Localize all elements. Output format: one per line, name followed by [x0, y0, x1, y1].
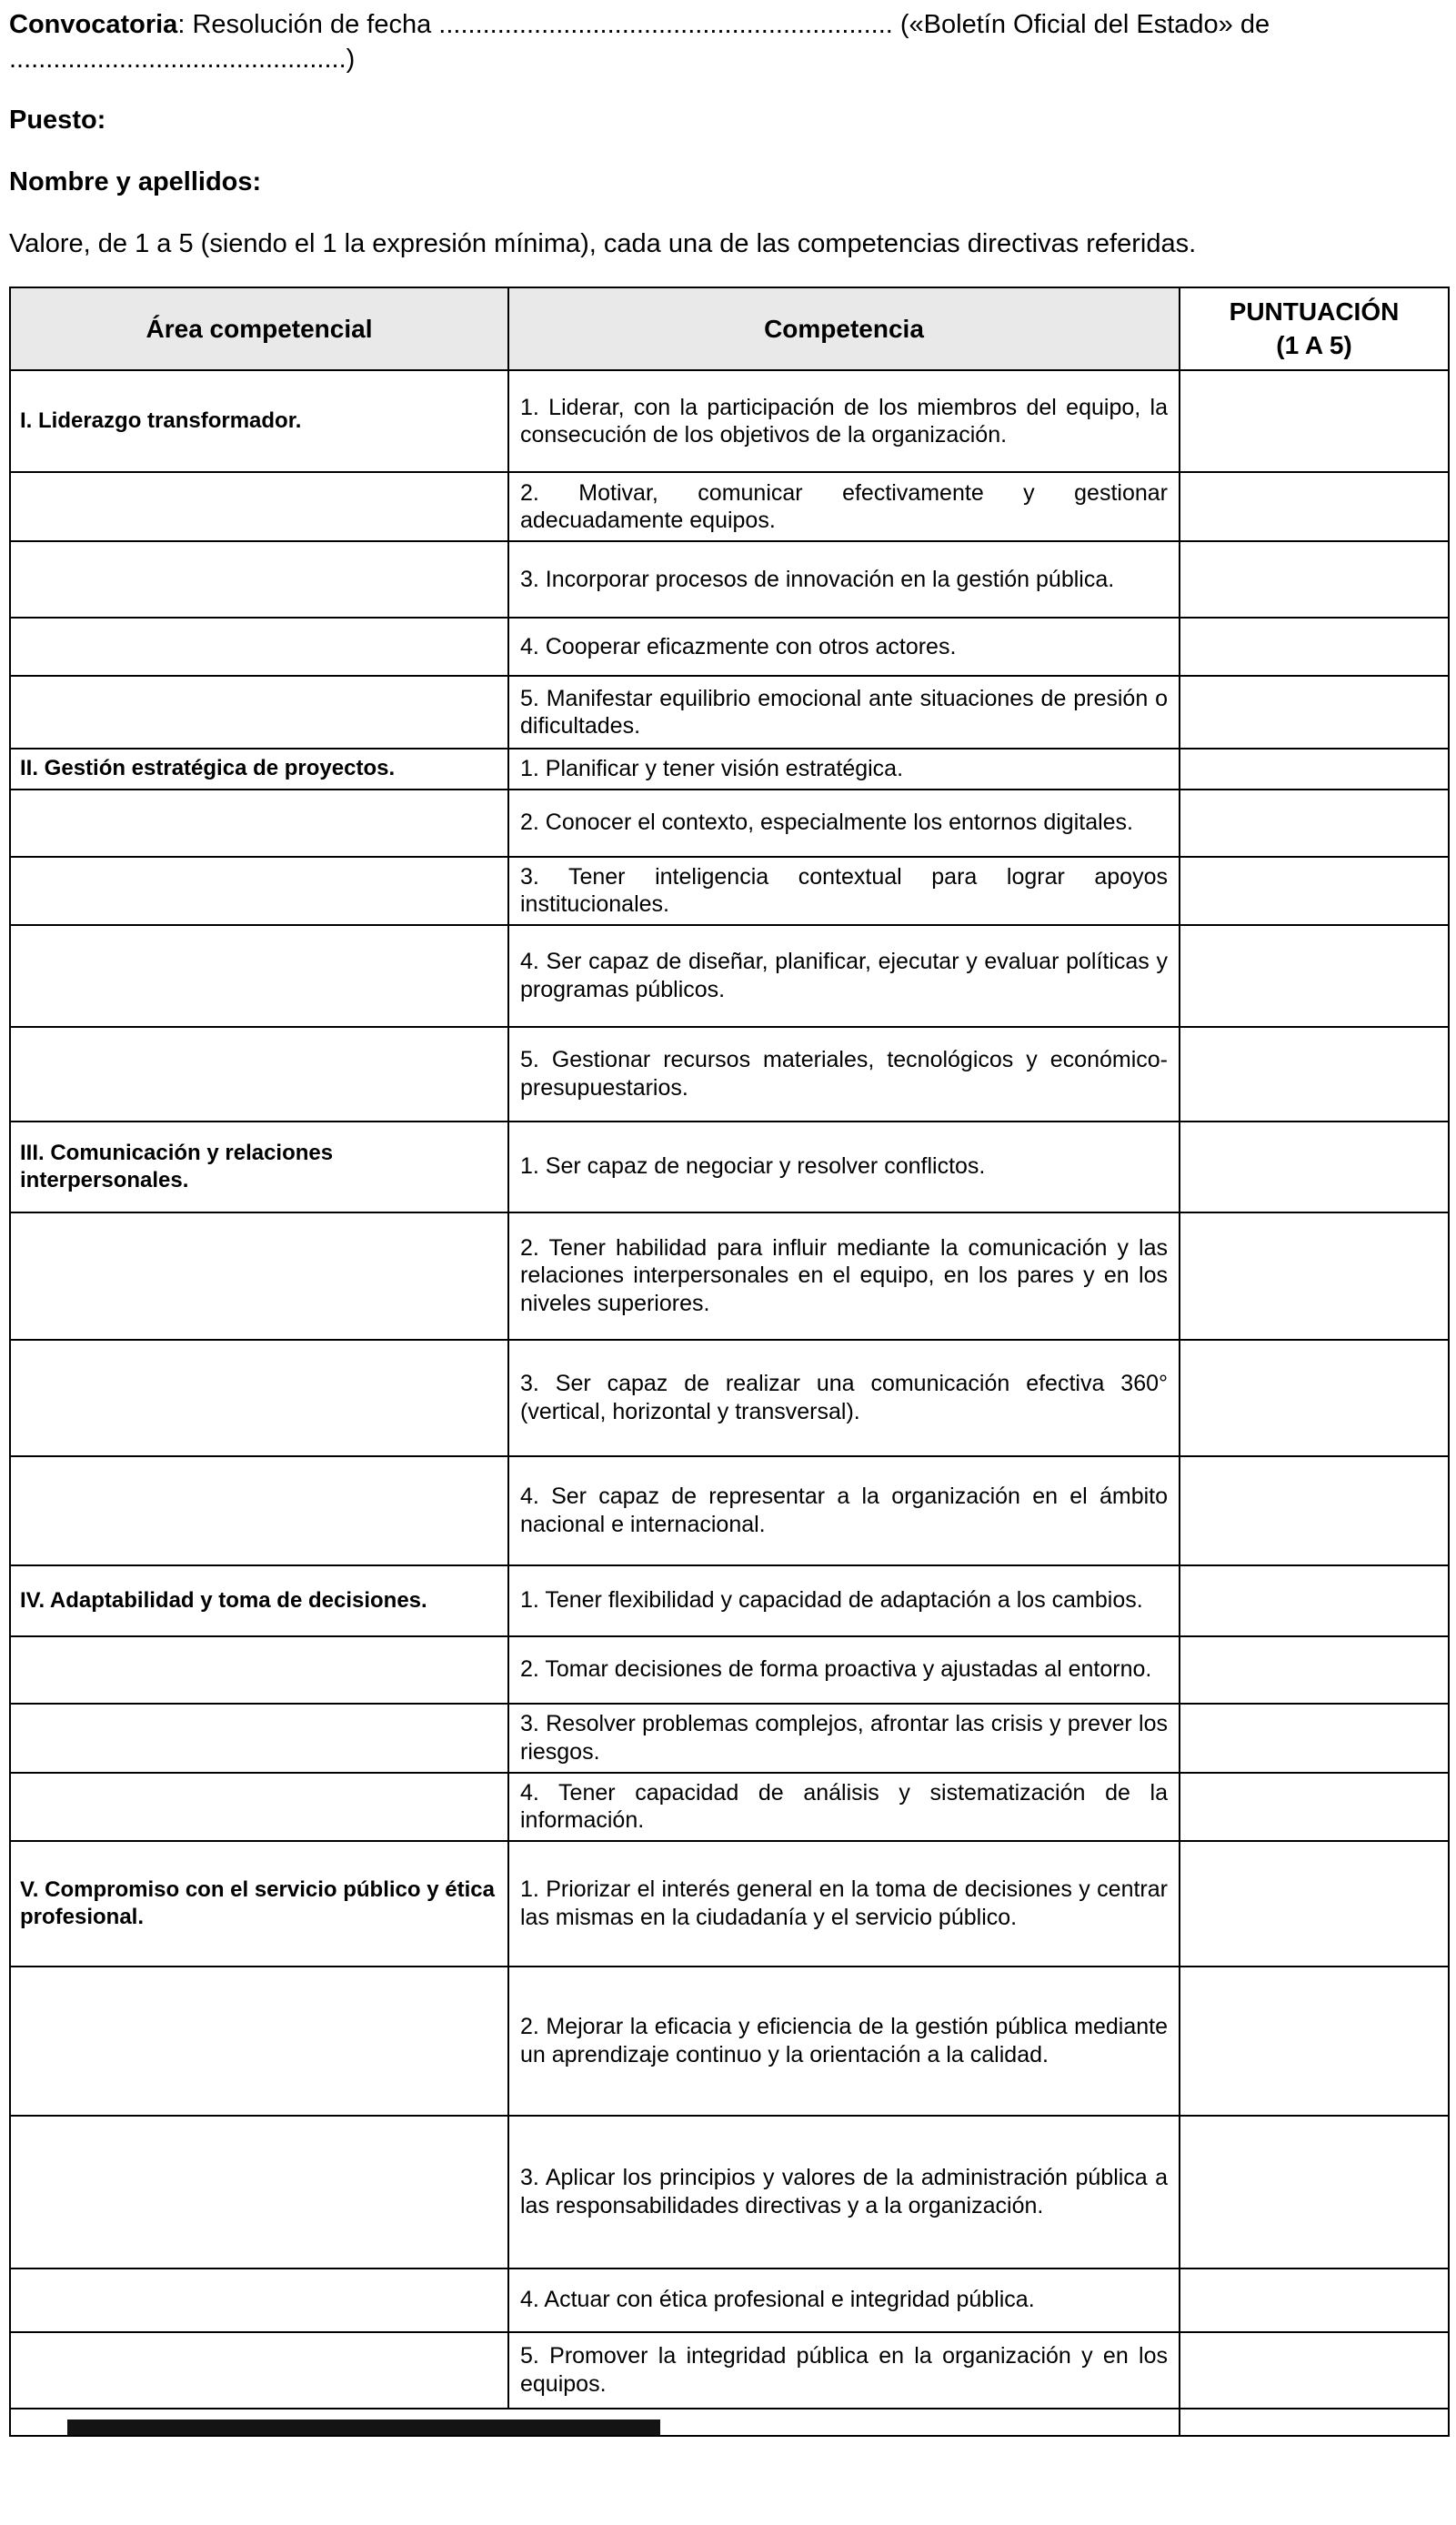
table-row — [10, 1122, 1449, 1212]
table-row — [10, 1636, 1449, 1704]
score-input-cell[interactable] — [1180, 925, 1449, 1027]
competencia-cell: 3. Aplicar los principios y valores de la administración pública a las responsabilidades directivas y a la organización. — [508, 2116, 1180, 2268]
header-puntuacion-line1: PUNTUACIÓN — [1229, 297, 1400, 327]
puesto-label: Puesto: — [9, 105, 106, 135]
competencia-cell: 1. Ser capaz de negociar y resolver conflictos. — [508, 1122, 1180, 1212]
score-input-cell[interactable] — [1180, 1704, 1449, 1773]
score-input-cell[interactable] — [1180, 2332, 1449, 2409]
score-input-cell[interactable] — [1180, 1027, 1449, 1122]
score-input-cell[interactable] — [1180, 749, 1449, 790]
table-row — [10, 925, 1449, 1027]
competencia-cell: 1. Tener flexibilidad y capacidad de adaptación a los cambios. — [508, 1565, 1180, 1636]
competencia-cell: 1. Liderar, con la participación de los miembros del equipo, la consecución de los objetivos de la organización. — [508, 370, 1180, 472]
competencia-cell: 4. Ser capaz de diseñar, planificar, ejecutar y evaluar políticas y programas públicos. — [508, 925, 1180, 1027]
competencia-cell: 4. Tener capacidad de análisis y sistematización de la información. — [508, 1773, 1180, 1841]
table-row — [10, 2116, 1449, 2268]
score-input-cell[interactable] — [1180, 2409, 1449, 2436]
competencia-cell: 2. Mejorar la eficacia y eficiencia de la gestión pública mediante un aprendizaje continuo y la orientación a la calidad. — [508, 1967, 1180, 2116]
competencia-cell: 4. Ser capaz de representar a la organización en el ámbito nacional e internacional. — [508, 1456, 1180, 1565]
table-row — [10, 1841, 1449, 1967]
table-row — [10, 1027, 1449, 1122]
competency-table — [9, 287, 1450, 2436]
competencia-cell: 4. Cooperar eficazmente con otros actores. — [508, 618, 1180, 676]
table-row — [10, 472, 1449, 541]
cutoff-cell — [10, 2409, 1180, 2436]
header-competencia: Competencia — [508, 287, 1180, 370]
table-row — [10, 857, 1449, 925]
score-input-cell[interactable] — [1180, 1212, 1449, 1340]
area-empty-cell — [10, 1027, 508, 1122]
area-label-cell: III. Comunicación y relaciones interpersonales. — [10, 1122, 508, 1212]
table-row — [10, 1967, 1449, 2116]
table-row — [10, 1340, 1449, 1456]
table-row — [10, 1212, 1449, 1340]
area-label-cell: II. Gestión estratégica de proyectos. — [10, 749, 508, 790]
score-input-cell[interactable] — [1180, 2116, 1449, 2268]
area-label-cell: I. Liderazgo transformador. — [10, 370, 508, 472]
score-input-cell[interactable] — [1180, 790, 1449, 857]
area-empty-cell — [10, 1456, 508, 1565]
score-input-cell[interactable] — [1180, 541, 1449, 618]
area-empty-cell — [10, 790, 508, 857]
area-empty-cell — [10, 1636, 508, 1704]
convocatoria-label: Convocatoria — [9, 10, 178, 39]
area-label-cell: IV. Adaptabilidad y toma de decisiones. — [10, 1565, 508, 1636]
score-input-cell[interactable] — [1180, 676, 1449, 749]
score-input-cell[interactable] — [1180, 370, 1449, 472]
score-input-cell[interactable] — [1180, 472, 1449, 541]
score-input-cell[interactable] — [1180, 1565, 1449, 1636]
competencia-cell: 2. Tomar decisiones de forma proactiva y ajustadas al entorno. — [508, 1636, 1180, 1704]
area-empty-cell — [10, 2332, 508, 2409]
score-input-cell[interactable] — [1180, 618, 1449, 676]
table-row — [10, 1456, 1449, 1565]
header-area-competencial: Área competencial — [10, 287, 508, 370]
area-empty-cell — [10, 857, 508, 925]
competency-table-body — [10, 370, 1449, 2436]
competencia-cell: 3. Resolver problemas complejos, afrontar las crisis y prever los riesgos. — [508, 1704, 1180, 1773]
area-empty-cell — [10, 1773, 508, 1841]
table-row — [10, 676, 1449, 749]
area-empty-cell — [10, 925, 508, 1027]
competencia-cell: 1. Planificar y tener visión estratégica. — [508, 749, 1180, 790]
area-label-cell: V. Compromiso con el servicio público y ética profesional. — [10, 1841, 508, 1967]
score-input-cell[interactable] — [1180, 2268, 1449, 2332]
score-input-cell[interactable] — [1180, 1636, 1449, 1704]
table-row — [10, 1773, 1449, 1841]
score-input-cell[interactable] — [1180, 1456, 1449, 1565]
header-puntuacion-line2: (1 A 5) — [1276, 330, 1352, 359]
score-input-cell[interactable] — [1180, 1340, 1449, 1456]
competencia-cell: 5. Promover la integridad pública en la organización y en los equipos. — [508, 2332, 1180, 2409]
area-empty-cell — [10, 1967, 508, 2116]
area-empty-cell — [10, 1212, 508, 1340]
score-input-cell[interactable] — [1180, 1967, 1449, 2116]
competencia-cell: 3. Ser capaz de realizar una comunicación efectiva 360° (vertical, horizontal y transversal). — [508, 1340, 1180, 1456]
table-row — [10, 2268, 1449, 2332]
table-row — [10, 790, 1449, 857]
area-empty-cell — [10, 1340, 508, 1456]
area-empty-cell — [10, 676, 508, 749]
table-row — [10, 370, 1449, 472]
table-row — [10, 1565, 1449, 1636]
instructions-text: Valore, de 1 a 5 (siendo el 1 la expresión mínima), cada una de las competencias directivas referidas. — [9, 229, 1197, 259]
area-empty-cell — [10, 541, 508, 618]
competencia-cell: 2. Motivar, comunicar efectivamente y gestionar adecuadamente equipos. — [508, 472, 1180, 541]
score-input-cell[interactable] — [1180, 857, 1449, 925]
area-empty-cell — [10, 472, 508, 541]
competencia-cell: 2. Conocer el contexto, especialmente los entornos digitales. — [508, 790, 1180, 857]
competencia-cell: 2. Tener habilidad para influir mediante la comunicación y las relaciones interpersonales en el equipo, en los pares y en los niveles superiores. — [508, 1212, 1180, 1340]
area-empty-cell — [10, 618, 508, 676]
table-row — [10, 1704, 1449, 1773]
area-empty-cell — [10, 2268, 508, 2332]
score-input-cell[interactable] — [1180, 1841, 1449, 1967]
area-empty-cell — [10, 2116, 508, 2268]
table-header-row — [10, 287, 1449, 370]
convocatoria-text: : Resolución de fecha .............................................................. («Boletín Oficial del Estado» de ..............................................) — [9, 10, 1270, 75]
score-input-cell[interactable] — [1180, 1122, 1449, 1212]
table-row — [10, 749, 1449, 790]
area-empty-cell — [10, 1704, 508, 1773]
competencia-cell: 5. Manifestar equilibrio emocional ante situaciones de presión o dificultades. — [508, 676, 1180, 749]
cutoff-row — [10, 2409, 1449, 2436]
competencia-cell: 1. Priorizar el interés general en la toma de decisiones y centrar las mismas en la ciudadanía y el servicio público. — [508, 1841, 1180, 1967]
competencia-cell: 4. Actuar con ética profesional e integridad pública. — [508, 2268, 1180, 2332]
score-input-cell[interactable] — [1180, 1773, 1449, 1841]
competencia-cell: 5. Gestionar recursos materiales, tecnológicos y económico-presupuestarios. — [508, 1027, 1180, 1122]
competencia-cell: 3. Tener inteligencia contextual para lograr apoyos institucionales. — [508, 857, 1180, 925]
cutoff-text-fragment — [67, 2419, 660, 2435]
competencia-cell: 3. Incorporar procesos de innovación en la gestión pública. — [508, 541, 1180, 618]
header-puntuacion — [1180, 287, 1449, 370]
convocatoria-line — [9, 7, 1447, 77]
table-row — [10, 2332, 1449, 2409]
table-row — [10, 541, 1449, 618]
table-row — [10, 618, 1449, 676]
nombre-apellidos-label: Nombre y apellidos: — [9, 166, 262, 196]
